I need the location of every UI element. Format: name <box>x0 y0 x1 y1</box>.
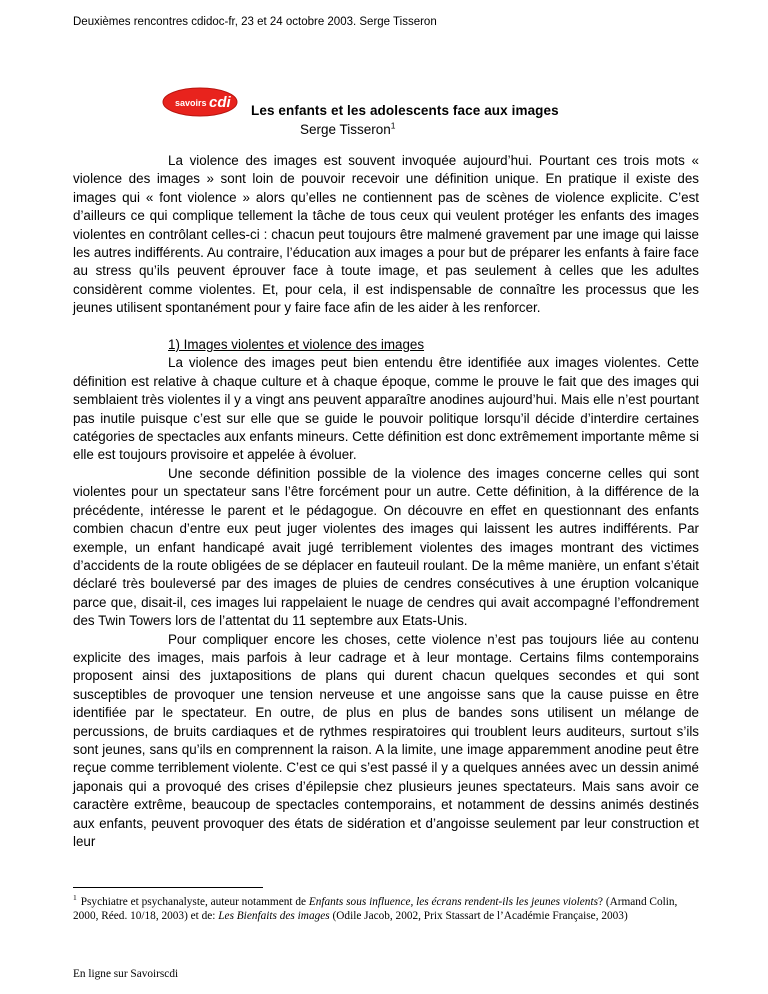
paragraph-2: La violence des images peut bien entendu être identifiée aux images violentes. Cette définition est relative à chaque culture et à chaque époque, comme le prouve le fait que des images qui semblaient très violentes il y a vingt ans peuvent apparaître anodines aujourd’hui. Mais elle n’est pourtant pas inutile puisque c’est sur elle que se guide le pouvoir politique lorsqu’il décide d’interdire certaines catégories de spectacles aux enfants mineurs. Cette définition est donc extrêmement importante même si elle est toujours provisoire et appelée à évoluer. <box>73 355 699 463</box>
footnote-text-1: Psychiatre et psychanalyste, auteur notamment de <box>80 895 309 908</box>
footnote-separator <box>73 887 263 888</box>
author-name: Serge Tisseron <box>300 122 391 137</box>
page-footer: En ligne sur Savoirscdi <box>73 968 179 980</box>
document-title: Les enfants et les adolescents face aux images <box>251 103 559 118</box>
article-body <box>73 152 699 851</box>
paragraph-intro: La violence des images est souvent invoquée aujourd’hui. Pourtant ces trois mots « violence des images » sont loin de pouvoir recevoir une définition unique. En pratique il existe des images qui « font violence » alors qu’elles ne contiennent pas de scènes de violence explicite. C’est d’ailleurs ce qui complique tellement la tâche de tous ceux qui veulent protéger les enfants des images violentes en contrôlant celles-ci : chacun peut toujours être malmené gravement par une image qui laisse les autres indifférents. Au contraire, l’éducation aux images a pour but de préparer les enfants à faire face au stress qu’ils peuvent éprouver face à toute image, et pas seulement à celles que les adultes considèrent comme violentes. Et, pour cela, il est indispensable de connaître les processus que les jeunes utilisent spontanément pour y faire face afin de les aider à les renforcer. <box>73 153 699 316</box>
section-heading: 1) Images violentes et violence des images <box>168 337 425 353</box>
savoirs-cdi-logo <box>162 87 240 117</box>
running-header: Deuxièmes rencontres cdidoc-fr, 23 et 24 octobre 2003. Serge Tisseron <box>73 16 437 28</box>
author-line <box>300 122 396 137</box>
footnote-reference[interactable]: 1 <box>390 120 396 131</box>
footnote-book-1: Enfants sous influence, les écrans rendent-ils les jeunes violents <box>308 895 598 908</box>
footnote-book-2: Les Bienfaits des images <box>218 909 330 922</box>
footnote <box>73 891 695 923</box>
logo-text-big: cdi <box>209 94 231 111</box>
footnote-mark: 1 <box>73 893 77 902</box>
paragraph-3: Une seconde définition possible de la violence des images concerne celles qui sont violentes pour un spectateur sans l’être forcément pour un autre. Cette définition, à la différence de la précédente, intéresse le parent et le pédagogue. On découvre en effet en questionnant des enfants combien chacun d’entre eux peut juger violentes des images qui laissent les autres indifférents. Par exemple, un enfant handicapé avait jugé terriblement violentes des images montrant des victimes d’accidents de la route obligées de se déplacer en fauteuil roulant. De la même manière, un enfant s’était déclaré très bouleversé par des images de pluies de cendres consécutives à une éruption volcanique parce que, disait-il, ces images lui rappelaient le nuage de cendres qui avait accompagné l’effondrement des Twin Towers lors de l’attentat du 11 septembre aux Etats-Unis. <box>73 465 699 629</box>
logo-text-small: savoirs <box>175 98 207 108</box>
footnote-text-2: ? (Armand Colin, 2000, Réed. 10/18, 2003) et de: <box>73 895 678 922</box>
footnote-text-3: (Odile Jacob, 2002, Prix Stassart de l’Académie Française, 2003) <box>329 909 628 922</box>
paragraph-4: Pour compliquer encore les choses, cette violence n’est pas toujours liée au contenu explicite des images, mais parfois à leur cadrage et à leur montage. Certains films contemporains proposent ainsi des juxtapositions de plans qui durent chacun quelques secondes et qui sont susceptibles de provoquer une tension nerveuse et une angoisse sans que la cause puisse en être identifiée par le spectateur. En outre, de plus en plus de bandes sons utilisent un mélange de percussions, de bruits cardiaques et de rythmes respiratoires qui troublent leurs auditeurs, surtout s’ils sont jeunes, sans qu’ils en comprennent la raison. A la limite, une image apparemment anodine peut être reçue comme terriblement violente. C’est ce qui s’est passé il y a quelques années avec un dessin animé japonais qui a provoqué des crises d’épilepsie chez plusieurs jeunes spectateurs. Mais sans avoir ce caractère extrême, beaucoup de spectacles contemporains, et notamment de dessins animés destinés aux enfants, peuvent provoquer des états de sidération et d’angoisse seulement par leur construction et leur <box>73 631 699 850</box>
